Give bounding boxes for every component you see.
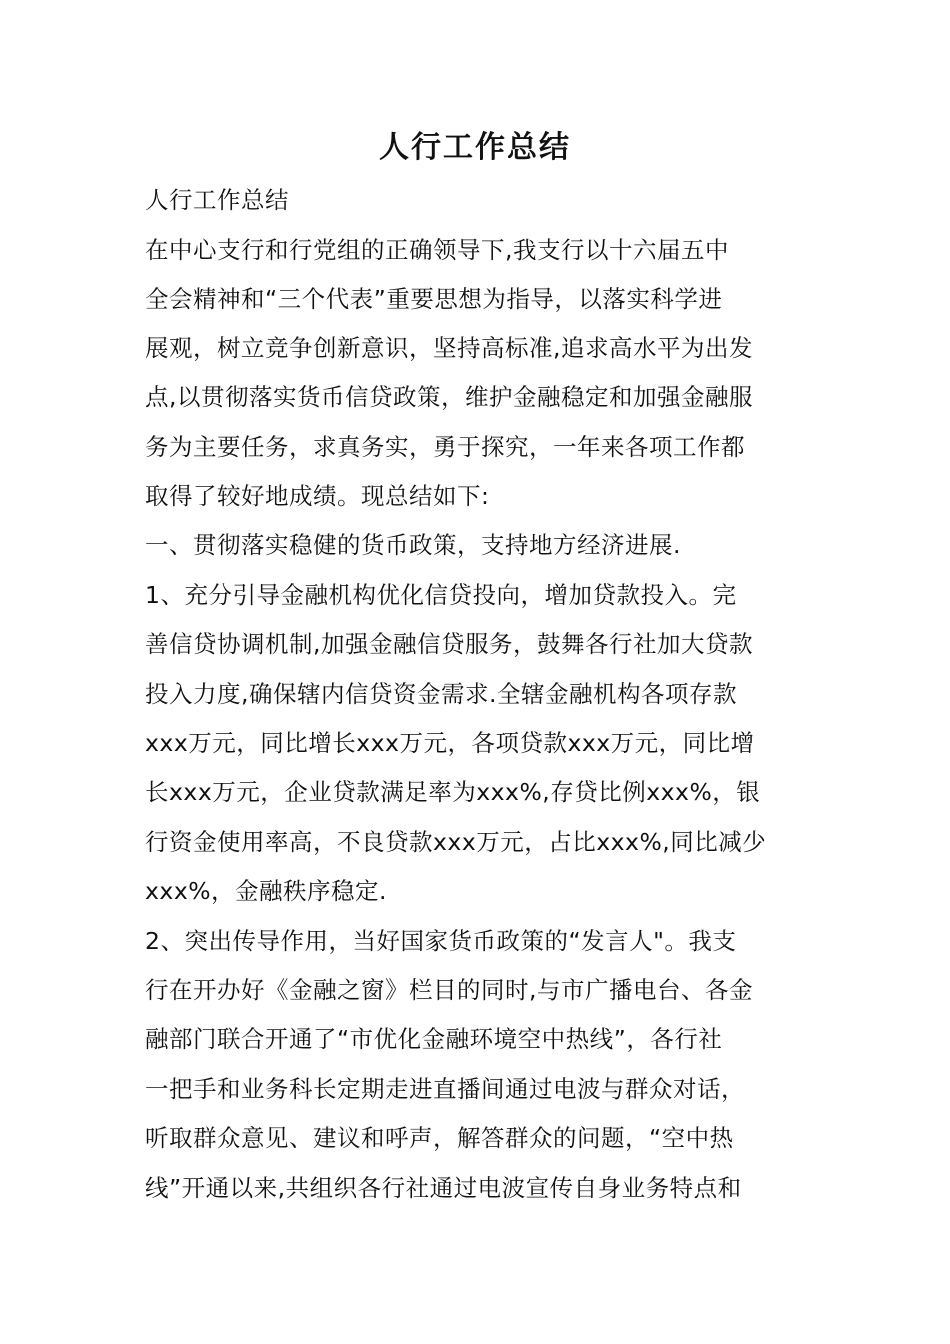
document-title: 人行工作总结 (379, 130, 571, 165)
body-line: 取得了较好地成绩。现总结如下: (145, 482, 490, 510)
body-line: 线”开通以来,共组织各行社通过电波宣传自身业务特点和 (145, 1174, 742, 1202)
body-line: 善信贷协调机制,加强金融信贷服务，鼓舞各行社加大贷款 (145, 630, 753, 658)
body-line: 全会精神和“三个代表”重要思想为指导，以落实科学进 (145, 285, 723, 313)
section-heading: 一、贯彻落实稳健的货币政策，支持地方经济进展. (145, 531, 681, 559)
body-line: 投入力度,确保辖内信贷资金需求.全辖金融机构各项存款 (145, 680, 737, 708)
body-line: 一把手和业务科长定期走进直播间通过电波与群众对话， (145, 1075, 745, 1103)
body-line: 务为主要任务，求真务实，勇于探究，一年来各项工作都 (145, 433, 745, 461)
body-line: 展观，树立竞争创新意识，坚持高标准,追求高水平为出发 (145, 334, 753, 362)
body-line: 人行工作总结 (145, 186, 289, 214)
body-line: 行在开办好《金融之窗》栏目的同时,与市广播电台、各金 (145, 976, 753, 1004)
body-line: 长xxx万元，企业贷款满足率为xxx%,存贷比例xxx%，银 (145, 778, 761, 806)
body-line: 融部门联合开通了“市优化金融环境空中热线”，各行社 (145, 1025, 723, 1053)
body-line: 听取群众意见、建议和呼声，解答群众的问题，“空中热 (145, 1124, 734, 1152)
body-line: xxx%，金融秩序稳定. (145, 877, 388, 905)
body-line: 点,以贯彻落实货币信贷政策，维护金融稳定和加强金融服 (145, 383, 753, 411)
body-line: 2、突出传导作用，当好国家货币政策的“发言人"。我支 (145, 927, 737, 955)
body-line: 在中心支行和行党组的正确领导下,我支行以十六届五中 (145, 236, 729, 264)
body-line: xxx万元，同比增长xxx万元，各项贷款xxx万元，同比增 (145, 729, 755, 757)
body-line: 行资金使用率高，不良贷款xxx万元，占比xxx%,同比减少 (145, 828, 767, 856)
body-line: 1、充分引导金融机构优化信贷投向，增加贷款投入。完 (145, 581, 737, 609)
